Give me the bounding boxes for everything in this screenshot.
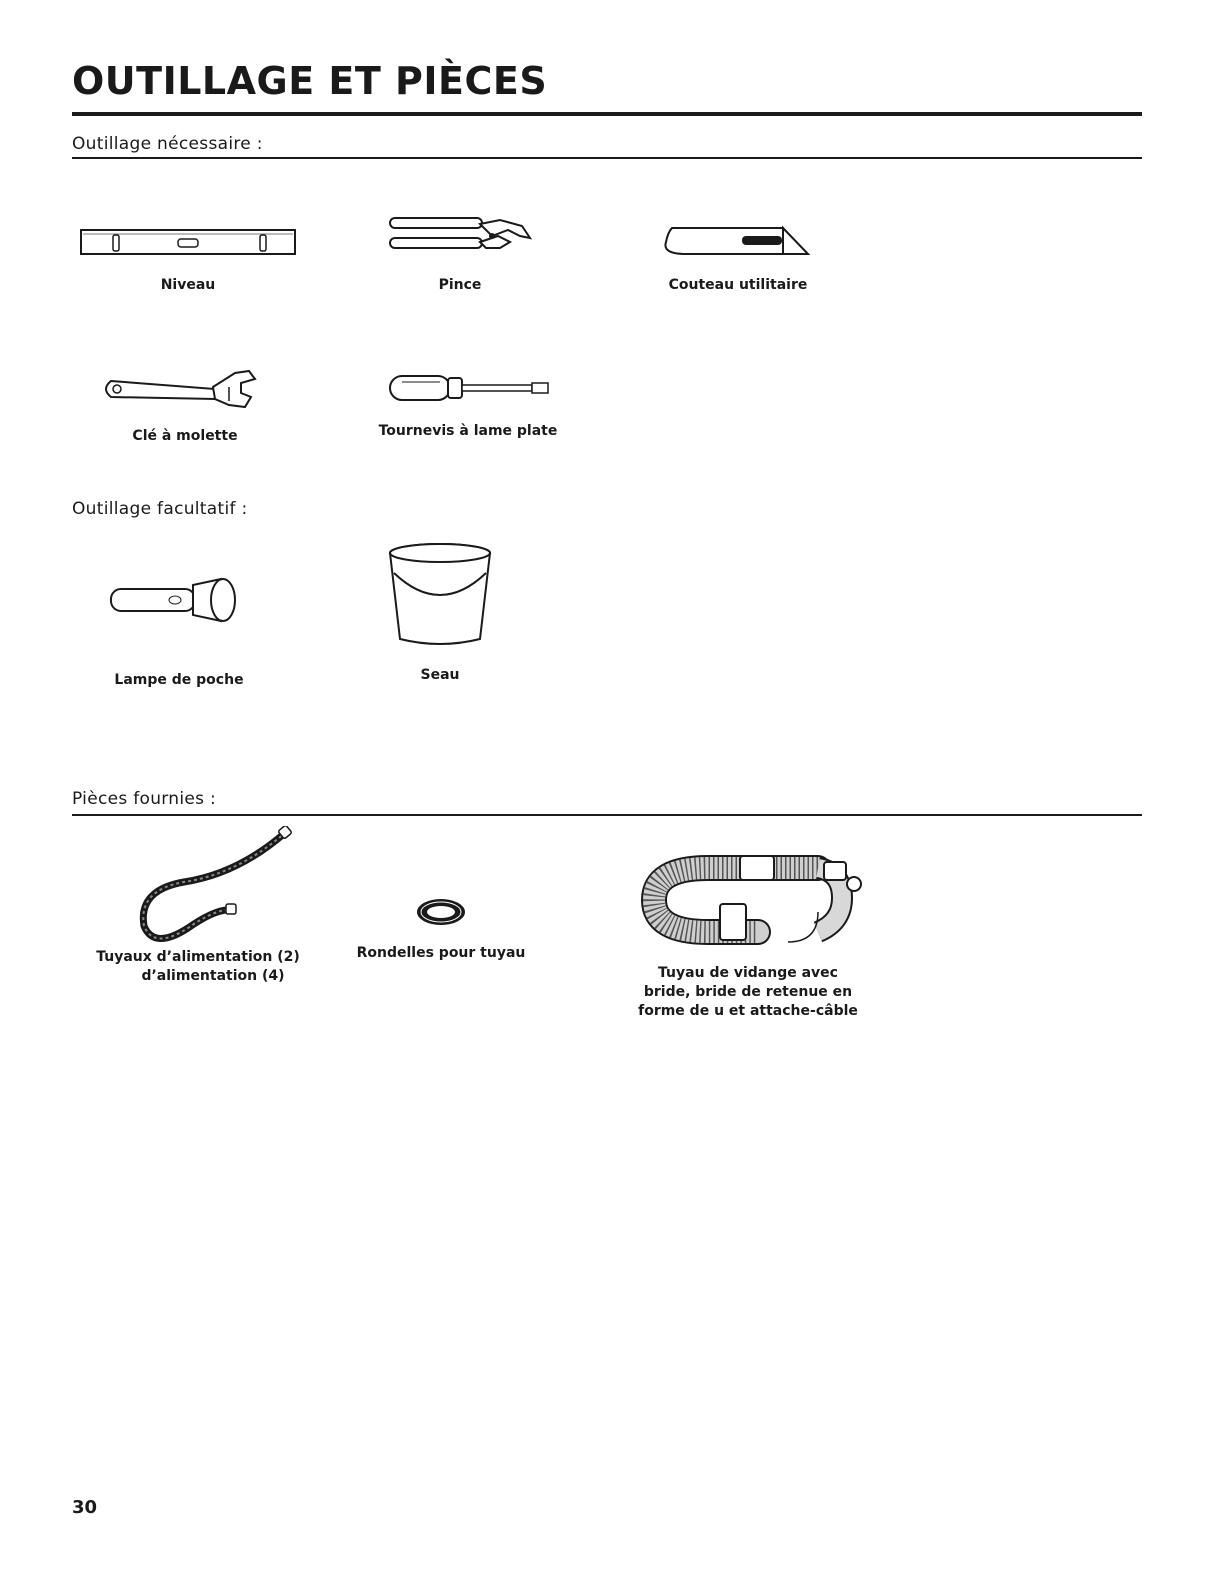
section-heading-optional: Outillage facultatif : bbox=[72, 499, 248, 519]
tool-label-flashlight: Lampe de poche bbox=[114, 672, 244, 688]
tool-item-flashlight bbox=[49, 575, 309, 690]
page-number: 30 bbox=[72, 1497, 98, 1518]
part-item-drain-hose bbox=[618, 850, 878, 1021]
level-icon bbox=[78, 222, 298, 262]
part-item-hose-washers bbox=[311, 894, 571, 963]
tool-item-utility-knife bbox=[608, 220, 868, 295]
adjustable-wrench-icon bbox=[95, 367, 275, 413]
flashlight-icon bbox=[99, 575, 259, 625]
tool-label-bucket: Seau bbox=[420, 667, 460, 683]
tool-item-adjustable-wrench bbox=[55, 367, 315, 446]
section-heading-required: Outillage nécessaire : bbox=[72, 134, 263, 154]
tool-label-level: Niveau bbox=[160, 277, 216, 293]
tool-label-flat-screwdriver: Tournevis à lame plate bbox=[378, 423, 558, 439]
section-rule-required bbox=[72, 157, 1142, 159]
utility-knife-icon bbox=[648, 220, 828, 262]
tool-label-utility-knife: Couteau utilitaire bbox=[668, 277, 808, 293]
page-title: OUTILLAGE ET PIÈCES bbox=[72, 59, 548, 103]
tool-item-flat-screwdriver bbox=[338, 370, 598, 441]
part-label-drain-hose-line2: bride, bride de retenue en bbox=[643, 984, 853, 1000]
flat-screwdriver-icon bbox=[378, 370, 558, 406]
tool-label-pliers: Pince bbox=[438, 277, 482, 293]
part-label-drain-hose-line3: forme de u et attache-câble bbox=[638, 1003, 858, 1019]
section-heading-supplied: Pièces fournies : bbox=[72, 789, 217, 809]
pliers-icon bbox=[380, 212, 540, 262]
part-label-inlet-hoses-line2: d’alimentation (4) bbox=[141, 968, 285, 984]
inlet-hose-icon bbox=[88, 826, 308, 948]
hose-washer-icon bbox=[411, 894, 471, 934]
part-label-inlet-hoses-line1: Tuyaux d’alimentation (2) bbox=[96, 949, 300, 965]
tool-label-adjustable-wrench: Clé à molette bbox=[132, 428, 238, 444]
tool-item-pliers bbox=[330, 212, 590, 295]
part-label-drain-hose-line1: Tuyau de vidange avec bbox=[658, 965, 838, 981]
section-rule-supplied bbox=[72, 814, 1142, 816]
tool-item-bucket bbox=[310, 539, 570, 685]
part-label-hose-washers: Rondelles pour tuyau bbox=[356, 945, 526, 961]
tool-item-level bbox=[58, 222, 318, 295]
part-item-inlet-hoses bbox=[68, 826, 328, 986]
drain-hose-icon bbox=[628, 850, 868, 960]
title-rule bbox=[72, 112, 1142, 116]
bucket-icon bbox=[380, 539, 500, 649]
